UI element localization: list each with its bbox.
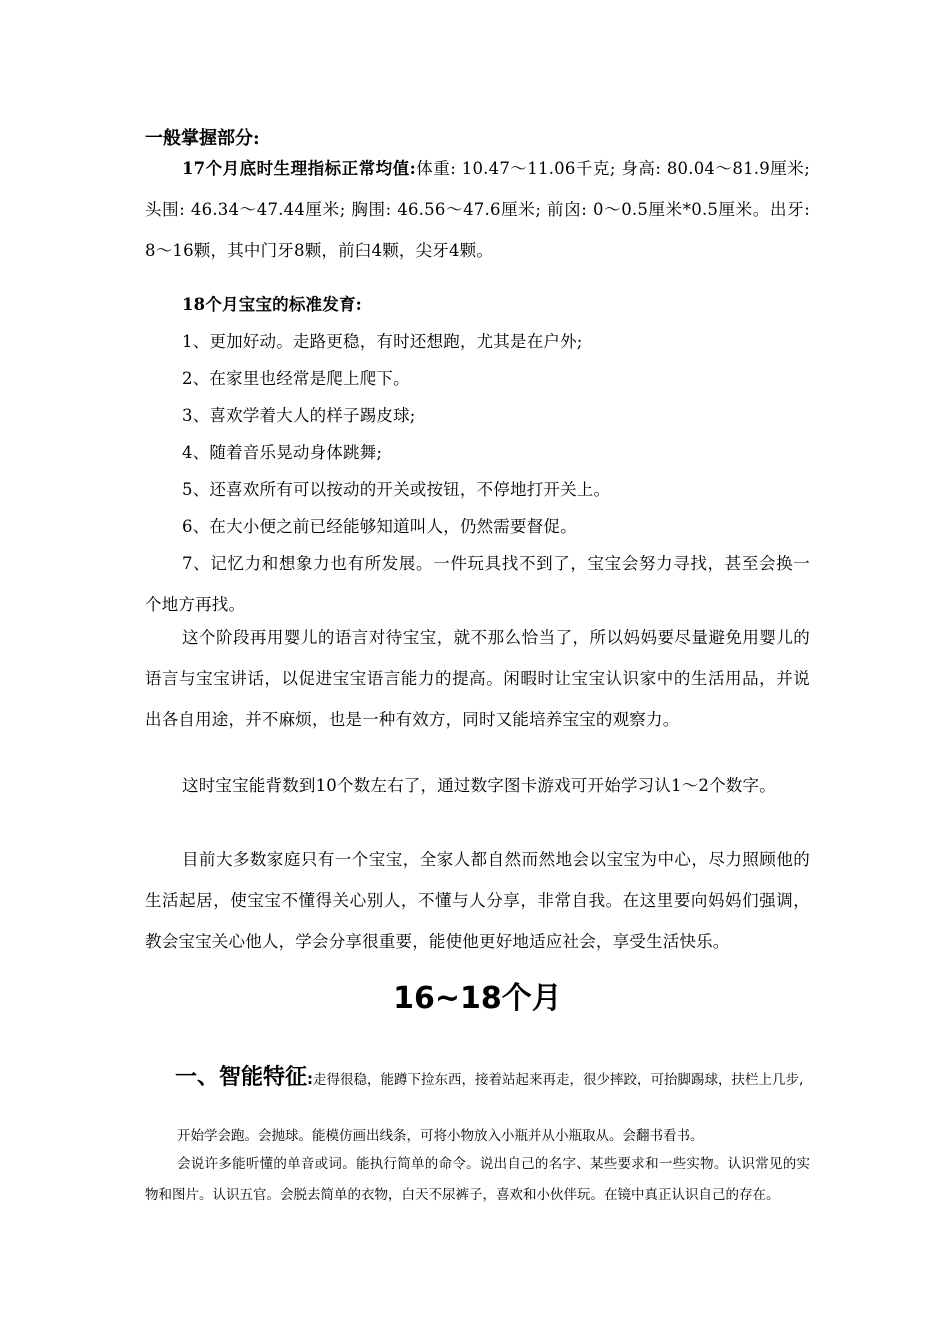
- counting-paragraph: 这时宝宝能背数到10个数左右了，通过数字图卡游戏可开始学习认1～2个数字。: [182, 776, 776, 795]
- intelligence-features-label: 一、智能特征: [175, 1065, 308, 1090]
- indicators-text: 体重: 10.47～11.06千克; 身高: 80.04～81.9厘米; 头围: 46.34～47.44厘米; 胸围: 46.56～47.6厘米; 前囟: 0～0.5厘米*0.5厘米。出牙: 8～16颗，其中门牙8颗，前臼4颗，尖牙4颗。: [145, 159, 810, 260]
- age-range-title: 16~18个月: [393, 981, 562, 1016]
- development-list-item: 2、在家里也经常是爬上爬下。: [182, 369, 410, 388]
- section-heading-general: 一般掌握部分:: [145, 128, 260, 149]
- motor-skills-line: 开始学会跑。会抛球。能模仿画出线条，可将小物放入小瓶并从小瓶取从。会翻书看书。: [177, 1128, 704, 1144]
- development-list-item: 1、更加好动。走路更稳，有时还想跑，尤其是在户外;: [182, 332, 583, 351]
- physiological-indicators-paragraph: [145, 148, 810, 271]
- section-heading-standard-development: 18个月宝宝的标准发育:: [182, 295, 362, 314]
- intelligence-features-text: 走得很稳，能蹲下捡东西，接着站起来再走，很少摔跤，可抬脚踢球，扶栏上几步,: [313, 1072, 804, 1088]
- development-list-item: 3、喜欢学着大人的样子踢皮球;: [182, 406, 416, 425]
- intelligence-features-paragraph: [145, 1062, 810, 1096]
- language-cognition-line: 会说许多能听懂的单音或词。能执行简单的命令。说出自己的名字、某些要求和一些实物。认识常见的实物和图片。认识五官。会脱去简单的衣物，白天不尿裤子，喜欢和小伙伴玩。在镜中真正认识自己的存在。: [145, 1156, 810, 1203]
- development-list-item: 7、记忆力和想象力也有所发展。一件玩具找不到了，宝宝会努力寻找，甚至会换一个地方再找。: [145, 554, 810, 614]
- sharing-paragraph: 目前大多数家庭只有一个宝宝，全家人都自然而然地会以宝宝为中心，尽力照顾他的生活起居，使宝宝不懂得关心别人，不懂与人分享，非常自我。在这里要向妈妈们强调，教会宝宝关心他人，学会分享很重要，能使他更好地适应社会，享受生活快乐。: [145, 850, 810, 951]
- development-list-item: 6、在大小便之前已经能够知道叫人，仍然需要督促。: [182, 517, 577, 536]
- development-list-item: 5、还喜欢所有可以按动的开关或按钮，不停地打开关上。: [182, 480, 611, 499]
- language-paragraph: 这个阶段再用婴儿的语言对待宝宝，就不那么恰当了，所以妈妈要尽量避免用婴儿的语言与宝宝讲话，以促进宝宝语言能力的提高。闲暇时让宝宝认识家中的生活用品，并说出各自用途，并不麻烦，也是一种有效方，同时又能培养宝宝的观察力。: [145, 628, 810, 729]
- intelligence-features-colon: :: [307, 1070, 314, 1088]
- development-list-item: 4、随着音乐晃动身体跳舞;: [182, 443, 383, 462]
- indicators-label: 17个月底时生理指标正常均值:: [182, 159, 416, 178]
